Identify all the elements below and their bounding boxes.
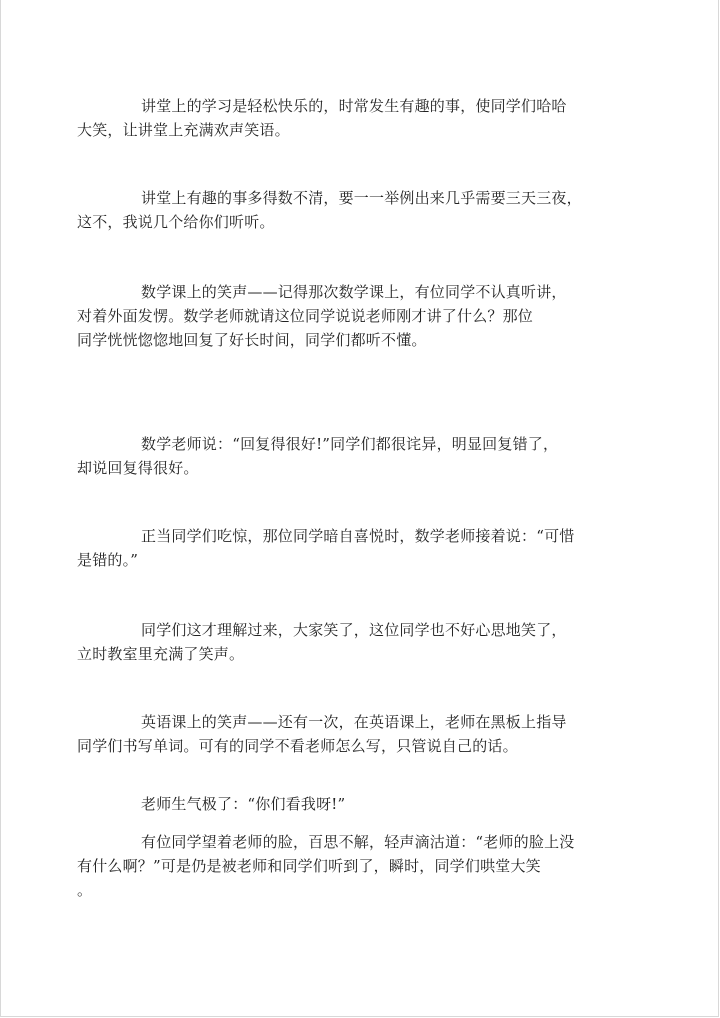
paragraph-line: 老师生气极了：“你们看我呀!”: [141, 795, 346, 813]
paragraph-line: 同学们书写单词。可有的同学不看老师怎么写，只管说自己的话。: [77, 737, 518, 755]
paragraph-line: 数学课上的笑声——记得那次数学课上，有位同学不认真听讲，: [141, 283, 567, 301]
paragraph-8: [109, 792, 609, 816]
paragraph-6: [77, 618, 609, 666]
paragraph-line: 大笑，让讲堂上充满欢声笑语。: [77, 121, 290, 139]
paragraph-7: [77, 710, 609, 758]
paragraph-line: 讲堂上的学习是轻松快乐的，时常发生有趣的事，使同学们哈哈: [141, 97, 567, 115]
paragraph-line: 。: [77, 881, 93, 899]
paragraph-line: 却说回复得很好。: [77, 459, 199, 477]
paragraph-line: 讲堂上有趣的事多得数不清，要一一举例出来几乎需要三天三夜，: [141, 189, 582, 207]
paragraph-line: 有什么啊？”可是仍是被老师和同学们听到了，瞬时，同学们哄堂大笑: [77, 857, 541, 875]
paragraph-line: 立时教室里充满了笑声。: [77, 645, 245, 663]
paragraph-line: 对着外面发愣。数学老师就请这位同学说说老师刚才讲了什么？那位: [77, 307, 534, 325]
paragraph-line: 同学恍恍惚惚地回复了好长时间，同学们都听不懂。: [77, 331, 427, 349]
paragraph-line: 同学们这才理解过来，大家笑了，这位同学也不好心思地笑了，: [141, 621, 567, 639]
paragraph-1: [77, 94, 609, 142]
paragraph-line: 英语课上的笑声——还有一次，在英语课上，老师在黑板上指导: [141, 713, 567, 731]
paragraph-3: [77, 280, 609, 352]
paragraph-line: 正当同学们吃惊，那位同学暗自喜悦时，数学老师接着说：“可惜: [141, 527, 575, 545]
paragraph-5: [77, 524, 609, 572]
paragraph-line: 数学老师说：“回复得很好!”同学们都很诧异，明显回复错了，: [141, 435, 559, 453]
paragraph-2: [77, 186, 609, 234]
paragraph-9: [77, 830, 609, 902]
paragraph-line: 是错的。”: [77, 551, 139, 569]
paragraph-line: 有位同学望着老师的脸，百思不解，轻声滴沽道：“老师的脸上没: [141, 833, 575, 851]
paragraph-line: 这不，我说几个给你们听听。: [77, 213, 275, 231]
paragraph-4: [77, 432, 609, 480]
